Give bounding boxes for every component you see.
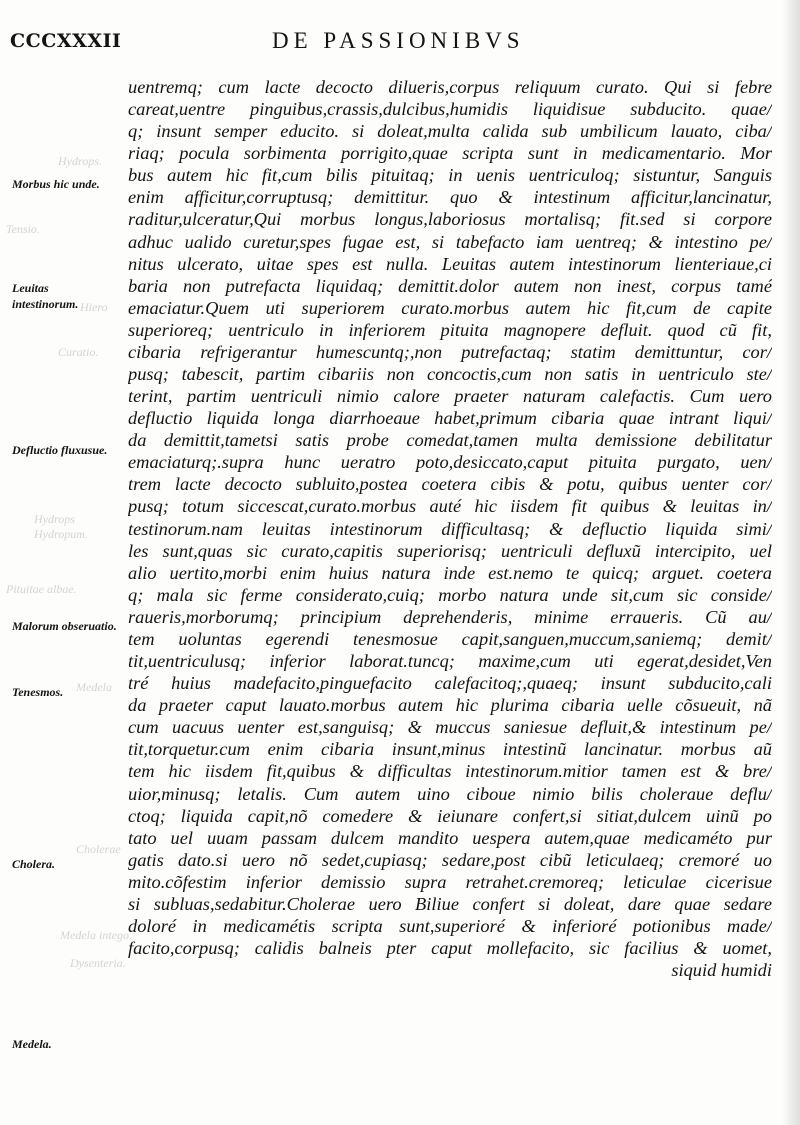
show-through-text: Hydrops Hydropum.: [34, 512, 88, 541]
text-line: trem lacte decocto subluito,postea coetera cibis & potu, quibus uenter cor/: [128, 474, 772, 495]
show-through-text: Hiero: [80, 300, 108, 314]
text-line: uentremq; cum lacte decocto dilueris,corpus reliquum curato. Qui si febre: [128, 77, 772, 97]
text-line: emaciatur.Quem uti superiorem curato.morbus autem hic fit,cum de capite: [128, 297, 772, 318]
text-line: pusq; totum siccescat,curato.morbus auté hic iisdem fit quibus & leuitas in/: [128, 496, 772, 517]
show-through-text: Medela intego.: [60, 928, 132, 942]
margin-note-malorum-obseruatio: Malorum obseruatio.: [12, 619, 117, 633]
margin-note-defluctio-fluxusue: Defluctio fluxusue.: [12, 443, 108, 457]
text-line: tré huius madefacito,pinguefacito calefacitoq;,quaeq; insunt subducito,cali: [128, 673, 772, 694]
text-line: emaciaturq;.supra hunc ueratro poto,desiccato,caput pituita purgato, uen/: [128, 452, 772, 473]
show-through-text: Pituitae albae.: [6, 582, 77, 596]
text-line: tit,uentriculusq; inferior laborat.tuncq; maxime,cum uti egerat,desidet,Ven: [128, 651, 772, 672]
margin-note-leuitas-intestinorum: Leuitas intestinorum.: [12, 281, 79, 311]
running-head: DE PASSIONIBVS: [272, 28, 525, 53]
show-through-text: Medela: [76, 680, 112, 694]
text-line: careat,uentre pinguibus,crassis,dulcibus,humidis liquidisue subducito. quae/: [128, 99, 772, 120]
text-line: da demittit,tametsi satis probe comedat,tamen multa demissione debilitatur: [128, 430, 772, 451]
text-line: tit,torquetur.cum enim cibaria insunt,minus intestinũ lancinatur. morbus aũ: [128, 739, 772, 760]
text-line: terint, partim uentriculi nimio calore praeter naturam calefactis. Cum uero: [128, 386, 772, 407]
text-line: ctoq; liquida capit,nõ comedere & ieiunare confert,si sitiat,dulcem uinũ po: [128, 805, 772, 826]
show-through-text: Cholerae: [76, 842, 121, 856]
catchword-line: siquid humidi: [671, 960, 772, 981]
text-line: baria non putrefacta liquidaq; demittit.dolor autem non inest, corpus tamé: [128, 275, 772, 296]
margin-note-morbus-hic-unde: Morbus hic unde.: [12, 177, 100, 191]
page-edge-shadow: [782, 0, 800, 1125]
text-line: doloré in medicamétis scripta sunt,superioré & inferioré potionibus made/: [128, 915, 772, 936]
text-line: uior,minusq; letalis. Cum autem uino ciboue nimio bilis choleraue deflu/: [128, 783, 772, 804]
text-line: cum uacuus uenter est,sanguisq; & muccus saniesue defluit,& intestinum pe/: [128, 717, 772, 738]
text-line: facito,corpusq; calidis balneis pter caput mollefacito, sic facilius & uomet,: [128, 938, 772, 959]
text-line: q; mala sic ferme considerato,cuiq; morbo natura unde sit,cum sic conside/: [128, 584, 772, 605]
text-line: tem uoluntas egerendi tenesmosue capit,sanguen,muccum,saniemq; demit/: [128, 628, 772, 649]
text-line: q; insunt semper educito. si doleat,multa calida sub umbilicum lauato, ciba/: [128, 121, 772, 142]
margin-note-medela: Medela.: [12, 1037, 52, 1051]
text-line: pusq; tabescit, partim cibariis non concoctis,cum non satis in uentriculo ste/: [128, 364, 772, 385]
text-line: les sunt,quas sic curato,capitis superiorisq; uentriculi defluxũ intercipito, uel: [128, 540, 772, 561]
text-line: gatis dato.si uero nõ sedet,cupiasq; sedare,post cibũ leticulaeq; cremoré uo: [128, 849, 772, 870]
show-through-text: Tensio.: [6, 222, 40, 236]
text-line: tato uel uuam passam dulcem mandito uespera autem,quae medicaméto pur: [128, 827, 772, 848]
show-through-text: Curatio.: [58, 345, 99, 359]
text-line: superioreq; uentriculo in inferiorem pituita magnopere defluit. quod cũ fit,: [128, 319, 772, 340]
text-line: defluctio liquida longa diarrhoeaue habet,primum cibaria quae intrant liqui/: [128, 408, 772, 429]
text-line: bus autem hic fit,cum bilis pituitaq; in uenis uentriculoq; sistuntur, Sanguis: [128, 165, 772, 186]
text-line: nitus ulcerato, uitae spes est nulla. Leuitas autem intestinorum lienteriaue,ci: [128, 253, 772, 274]
body-text-block: [128, 76, 772, 981]
text-line: mito.cõfestim inferior demissio supra retrahet.cremoreq; leticulae cicerisue: [128, 871, 772, 892]
text-line: enim afficitur,corruptusq; demittitur. quo & intestinum afficitur,lancinatur,: [128, 187, 772, 208]
margin-note-cholera: Cholera.: [12, 857, 56, 871]
folio-number: CCCXXXII: [10, 30, 122, 52]
text-line: alio uertito,morbi enim huius natura inde est.nemo te quicq; arguet. coetera: [128, 562, 772, 583]
show-through-text: Dysenteria.: [70, 956, 126, 970]
show-through-text: Hydrops.: [58, 154, 102, 168]
text-line: raueris,morborumq; principium deprehenderis, minime erraueris. Cũ au/: [128, 606, 772, 627]
margin-note-tenesmos: Tenesmos.: [12, 685, 64, 699]
text-line: da praeter caput lauato.morbus autem hic plurima cibaria uelle cõsueuit, nã: [128, 695, 772, 716]
text-line: raditur,ulceratur,Qui morbus longus,laboriosus mortalisq; fit.sed si corpore: [128, 209, 772, 230]
text-line: cibaria refrigerantur humescuntq;,non putrefactaq; statim demittuntur, cor/: [128, 341, 772, 362]
text-line: adhuc ualido curetur,spes fugae est, si tabefacto iam uentreq; & intestino pe/: [128, 231, 772, 252]
text-line: si subluas,sedabitur.Cholerae uero Biliue confert si doleat, dare quae sedare: [128, 893, 772, 914]
text-line: tem hic iisdem fit,quibus & difficultas intestinorum.mitior tamen est & bre/: [128, 761, 772, 782]
text-line: riaq; pocula sorbimenta porrigito,quae scripta sunt in medicamentario. Mor: [128, 143, 772, 164]
text-line: testinorum.nam leuitas intestinorum difficultasq; & defluctio liquida simi/: [128, 518, 772, 539]
